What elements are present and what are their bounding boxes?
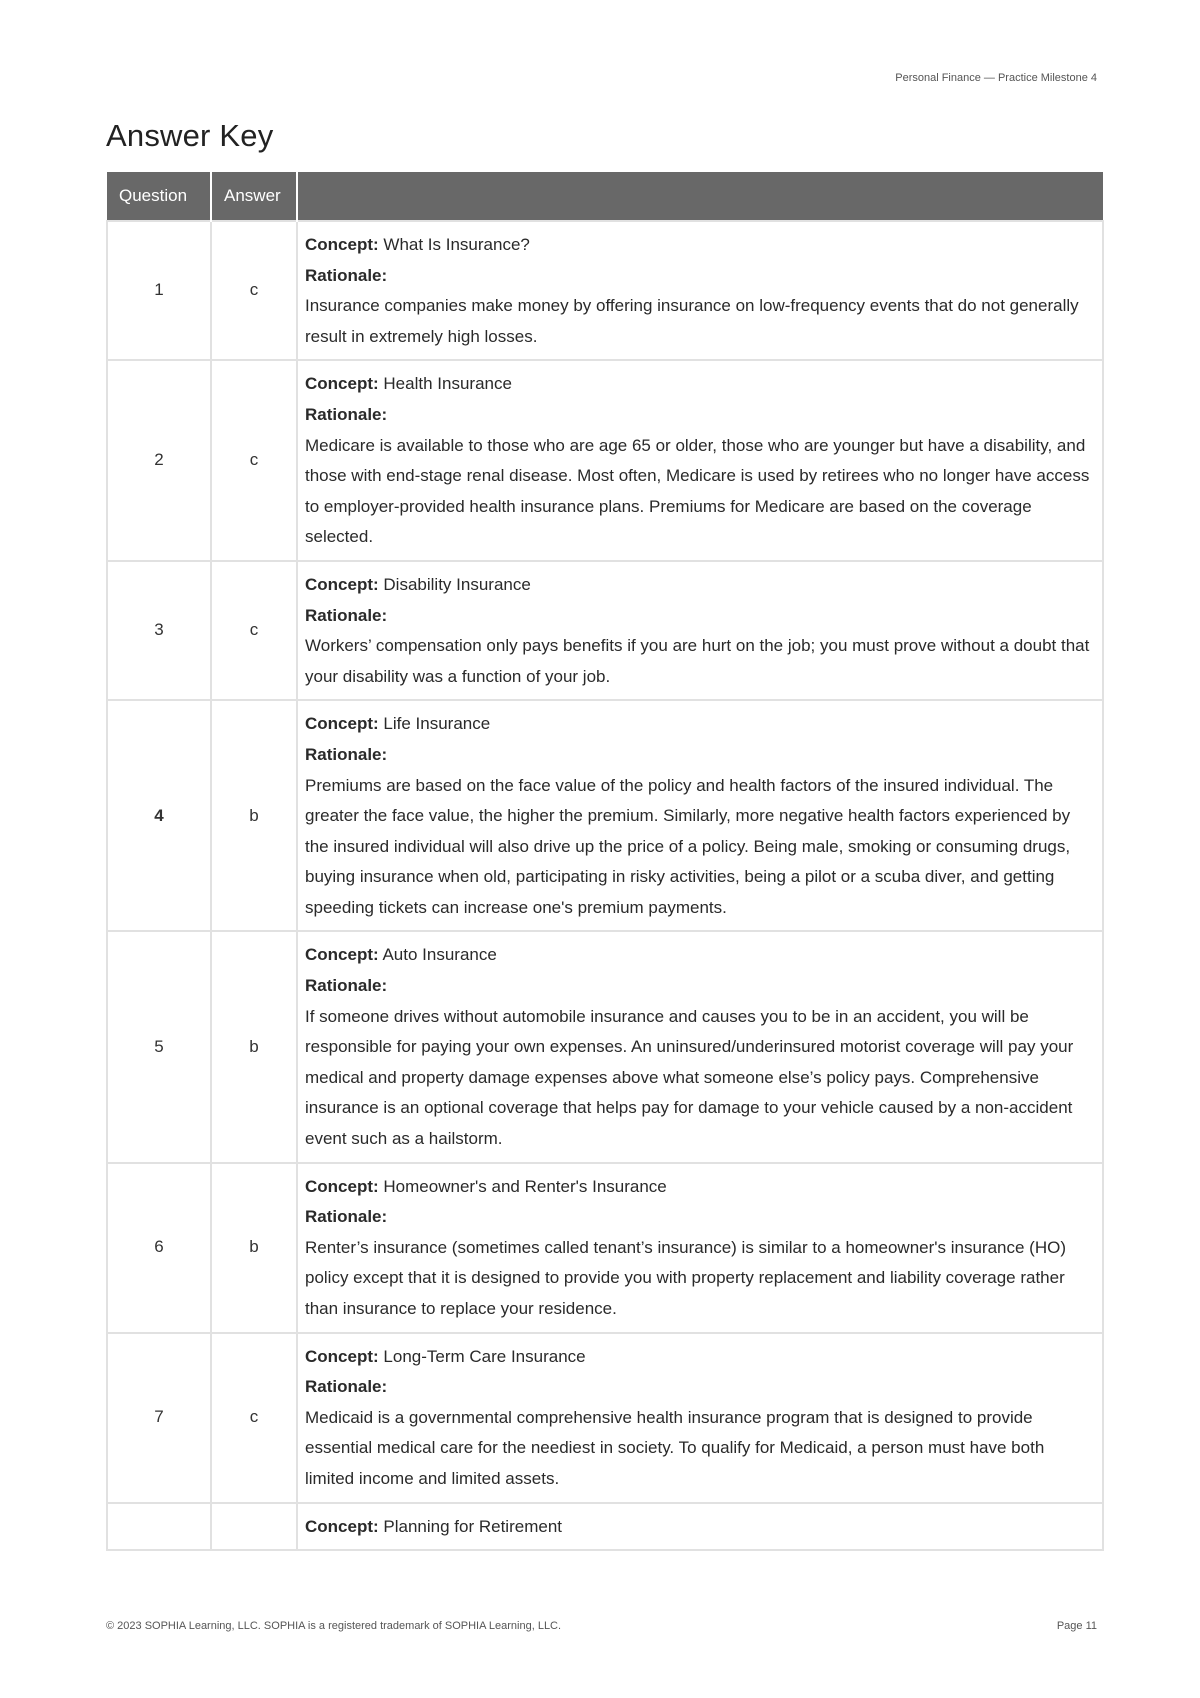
question-number: 3 [107, 561, 211, 700]
concept-label: Concept: [305, 1516, 379, 1536]
column-header-question: Question [107, 172, 211, 221]
rationale-label: Rationale: [305, 265, 388, 285]
table-header-row [107, 172, 1103, 221]
answer-letter [211, 1503, 297, 1551]
table-row [107, 221, 1103, 360]
concept-line [305, 1342, 1094, 1373]
answer-letter: c [211, 360, 297, 561]
rationale-label: Rationale: [305, 404, 388, 424]
concept-line [305, 570, 1094, 601]
concept-text: Planning for Retirement [383, 1516, 562, 1536]
concept-text: Life Insurance [383, 714, 491, 734]
answer-letter: b [211, 931, 297, 1162]
concept-line [305, 369, 1094, 400]
rationale-cell [297, 700, 1103, 931]
rationale-label: Rationale: [305, 976, 388, 996]
rationale-cell [297, 1503, 1103, 1551]
concept-line [305, 230, 1094, 261]
table-row [107, 1503, 1103, 1551]
concept-line [305, 1512, 1094, 1543]
rationale-cell [297, 1163, 1103, 1333]
table-row [107, 931, 1103, 1162]
rationale-label: Rationale: [305, 1207, 388, 1227]
concept-text: Long-Term Care Insurance [383, 1346, 586, 1366]
rationale-label: Rationale: [305, 1377, 388, 1397]
concept-label: Concept: [305, 1346, 379, 1366]
column-header-answer: Answer [211, 172, 297, 221]
question-number: 5 [107, 931, 211, 1162]
concept-label: Concept: [305, 945, 379, 965]
answer-letter: c [211, 221, 297, 360]
answer-letter: c [211, 1333, 297, 1503]
rationale-cell [297, 221, 1103, 360]
concept-line [305, 1172, 1094, 1203]
concept-label: Concept: [305, 1176, 379, 1196]
table-row [107, 1163, 1103, 1333]
rationale-text: Premiums are based on the face value of the policy and health factors of the insured individual. The greater the face value, the higher the premium. Similarly, more negative health factors experienced by the insured individual will also drive up the price of a policy. Being male, smoking or consuming drugs, buying insurance when old, participating in risky activities, being a pilot or a scuba diver, and getting speeding tickets can increase one's premium payments. [305, 775, 1071, 917]
question-number: 1 [107, 221, 211, 360]
rationale-cell [297, 1333, 1103, 1503]
rationale-text: Insurance companies make money by offering insurance on low-frequency events that do not generally result in extremely high losses. [305, 296, 1079, 346]
rationale-label: Rationale: [305, 744, 388, 764]
question-number: 2 [107, 360, 211, 561]
answer-letter: b [211, 700, 297, 931]
concept-text: Health Insurance [383, 374, 512, 394]
question-number: 4 [107, 700, 211, 931]
concept-label: Concept: [305, 574, 379, 594]
question-number [107, 1503, 211, 1551]
concept-text: Auto Insurance [382, 945, 497, 965]
concept-line [305, 709, 1094, 740]
page-title: Answer Key [106, 118, 274, 153]
rationale-label: Rationale: [305, 605, 388, 625]
rationale-text: Renter’s insurance (sometimes called tenant’s insurance) is similar to a homeowner's insurance (HO) policy except that it is designed to provide you with property replacement and liability coverage rather than insurance to replace your residence. [305, 1237, 1067, 1318]
answer-letter: c [211, 561, 297, 700]
concept-label: Concept: [305, 714, 379, 734]
concept-label: Concept: [305, 235, 379, 254]
running-header: Personal Finance — Practice Milestone 4 [895, 72, 1097, 84]
answer-key-table [106, 172, 1104, 1551]
column-header-rationale [297, 172, 1103, 221]
table-row [107, 700, 1103, 931]
concept-text: Disability Insurance [383, 574, 531, 594]
rationale-cell [297, 931, 1103, 1162]
answer-letter: b [211, 1163, 297, 1333]
concept-label: Concept: [305, 374, 379, 394]
question-number: 7 [107, 1333, 211, 1503]
concept-text: What Is Insurance? [383, 235, 530, 254]
rationale-cell [297, 561, 1103, 700]
concept-text: Homeowner's and Renter's Insurance [383, 1176, 667, 1196]
footer-copyright: © 2023 SOPHIA Learning, LLC. SOPHIA is a registered trademark of SOPHIA Learning, LLC. [106, 1620, 562, 1632]
rationale-cell [297, 360, 1103, 561]
table-row [107, 360, 1103, 561]
table-row [107, 1333, 1103, 1503]
rationale-text: Medicaid is a governmental comprehensive health insurance program that is designed to provide essential medical care for the neediest in society. To qualify for Medicaid, a person must have both limited income and limited assets. [305, 1407, 1045, 1488]
question-number: 6 [107, 1163, 211, 1333]
rationale-text: Medicare is available to those who are age 65 or older, those who are younger but have a disability, and those with end-stage renal disease. Most often, Medicare is used by retirees who no longer have access to employer-provided health insurance plans. Premiums for Medicare are based on the coverage selected. [305, 435, 1090, 547]
footer-page-number: Page 11 [1056, 1620, 1097, 1632]
rationale-text: Workers’ compensation only pays benefits if you are hurt on the job; you must prove without a doubt that your disability was a function of your job. [305, 636, 1090, 686]
table-row [107, 561, 1103, 700]
rationale-text: If someone drives without automobile insurance and causes you to be in an accident, you will be responsible for paying your own expenses. An uninsured/underinsured motorist coverage will pay your medical and property damage expenses above what someone else’s policy pays. Comprehensive insurance is an optional coverage that helps pay for damage to your vehicle caused by a non-accident event such as a hailstorm. [305, 1006, 1074, 1149]
concept-line [305, 940, 1094, 971]
